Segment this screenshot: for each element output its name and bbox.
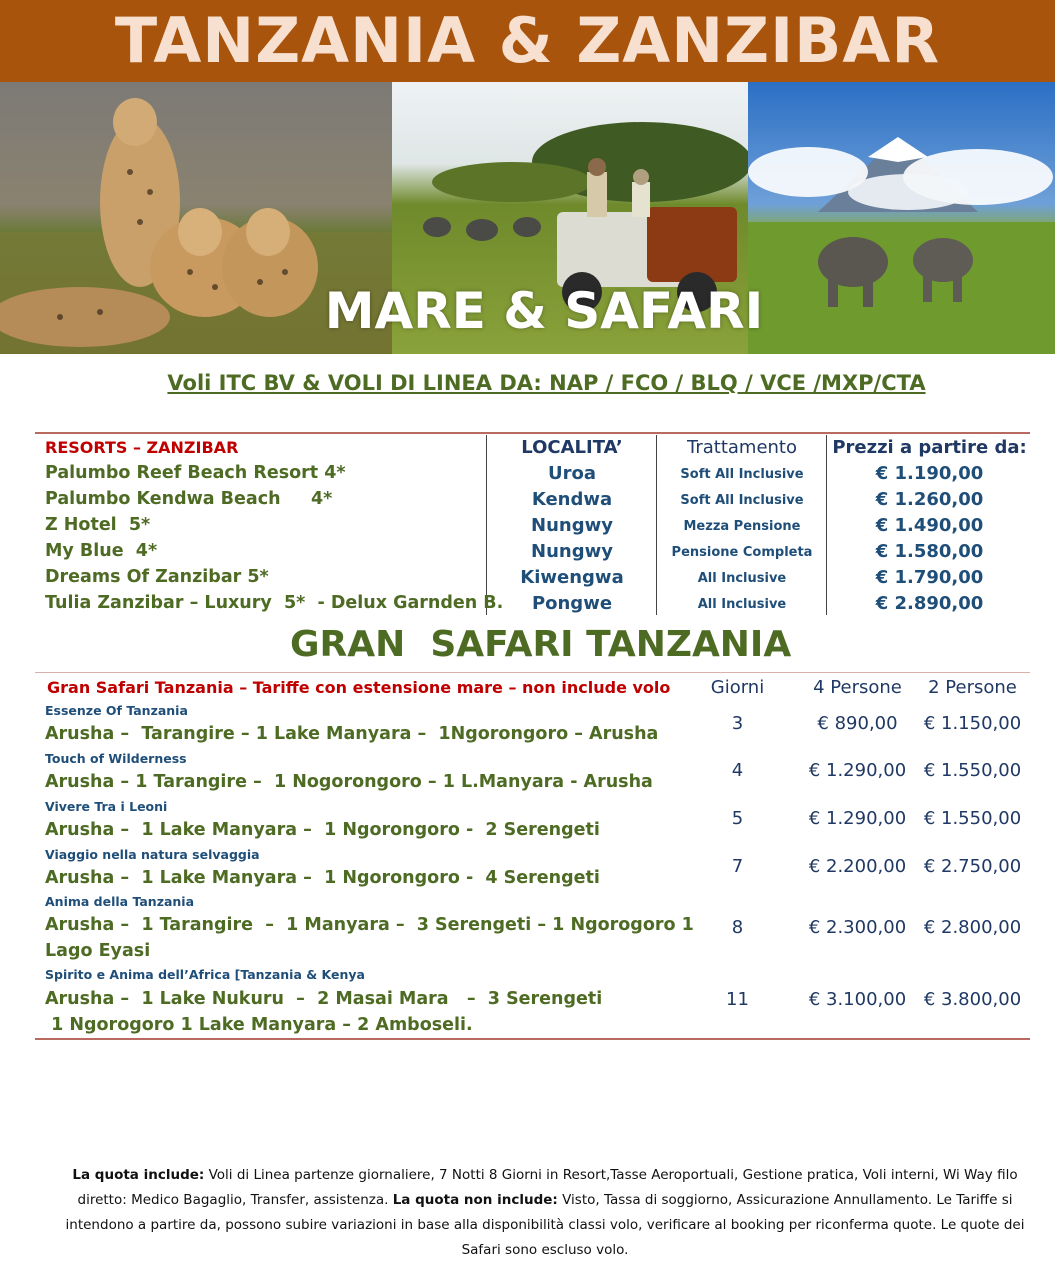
safari-package-name: Anima della Tanzania [45,894,195,909]
safari-price-2: € 1.550,00 [923,760,1022,781]
safari-price-4: € 1.290,00 [808,808,907,829]
resort-location: Pongwe [531,593,613,614]
safari-bottom-rule [35,1038,1030,1040]
safari-days: 11 [726,989,749,1010]
localita-header: LOCALITA’ [521,437,623,458]
include-text: Voli di Linea partenze giornaliere, 7 Notti 8 Giorni in Resort,Tasse Aeroportuali, Gestione pratica, Voli interni, Wi Way filo diretto: Medico Bagaglio, Transfer, assistenza. [77,1167,1018,1208]
resort-treatment: Soft All Inclusive [680,493,804,508]
safari-price-2: € 2.800,00 [923,917,1022,938]
resorts-top-rule [35,432,1030,434]
safari-days: 8 [731,917,744,938]
page-title: TANZANIA & ZANZIBAR [114,4,941,77]
safari-route: Arusha – 1 Lake Nukuru – 2 Masai Mara – 3 Serengeti [45,989,603,1009]
resort-name: My Blue 4* [45,541,158,561]
safari-price-2: € 3.800,00 [923,989,1022,1010]
resort-treatment: Mezza Pensione [683,519,801,534]
safari-price-4: € 1.290,00 [808,760,907,781]
resort-price: € 1.260,00 [875,489,984,510]
safari-price-2: € 1.150,00 [923,713,1022,734]
trattamento-header: Trattamento [686,437,797,458]
safari-price-4: € 2.300,00 [808,917,907,938]
resort-name: Z Hotel 5* [45,515,151,535]
safari-top-rule [35,672,1030,673]
resort-location: Nungwy [531,515,613,536]
resort-location: Uroa [547,463,596,484]
prezzi-header: Prezzi a partire da: [832,437,1027,458]
resort-treatment: Pensione Completa [671,545,813,560]
giorni-header: Giorni [710,677,765,698]
safari-route: Arusha – 1 Lake Manyara – 1 Ngorongoro - 4 Serengeti [45,868,600,888]
safari-price-4: € 890,00 [817,713,898,734]
safari-route-continued: Lago Eyasi [45,941,151,961]
resort-name: Tulia Zanzibar – Luxury 5* - Delux Garnden B. [45,593,504,613]
safari-route: Arusha – 1 Tarangire – 1 Manyara – 3 Serengeti – 1 Ngorogoro 1 [45,915,694,935]
resort-price: € 2.890,00 [875,593,984,614]
resort-price: € 1.190,00 [875,463,984,484]
safari-price-4: € 3.100,00 [808,989,907,1010]
4-persone-header: 4 Persone [813,677,902,698]
resort-name: Palumbo Kendwa Beach 4* [45,489,333,509]
photo-strip [0,82,1055,354]
safari-price-2: € 1.550,00 [923,808,1022,829]
flights-info: Voli ITC BV & VOLI DI LINEA DA: NAP / FCO / BLQ / VCE /MXP/CTA [167,371,926,395]
include-label: La quota include: [72,1167,205,1183]
safari-package-name: Viaggio nella natura selvaggia [45,847,260,862]
footer-notes [55,1163,1035,1263]
safari-route: Arusha – Tarangire – 1 Lake Manyara – 1Ngorongoro – Arusha [45,724,659,744]
resort-price: € 1.490,00 [875,515,984,536]
resort-location: Kiwengwa [520,567,624,588]
safari-days: 3 [731,713,744,734]
safari-price-4: € 2.200,00 [808,856,907,877]
safari-package-name: Vivere Tra i Leoni [45,799,168,814]
2-persone-header: 2 Persone [928,677,1017,698]
exclude-text: Visto, Tassa di soggiorno, Assicurazione Annullamento. Le Tariffe si intendono a partire da, possono subire variazioni in base alla disponibilità classi volo, verificare al booking per riconferma quote. Le quote dei Safari sono escluso volo. [65,1192,1025,1258]
exclude-label: La quota non include: [392,1192,558,1208]
resort-location: Nungwy [531,541,613,562]
resort-treatment: All Inclusive [697,597,787,612]
header-banner [0,0,1055,82]
photo-caption: MARE & SAFARI [324,282,764,340]
resort-treatment: All Inclusive [697,571,787,586]
safari-price-2: € 2.750,00 [923,856,1022,877]
safari-package-name: Essenze Of Tanzania [45,703,188,718]
resort-name: Palumbo Reef Beach Resort 4* [45,463,346,483]
resort-treatment: Soft All Inclusive [680,467,804,482]
safari-route-continued: 1 Ngorogoro 1 Lake Manyara – 2 Amboseli. [45,1015,473,1035]
safari-subtitle: Gran Safari Tanzania – Tariffe con estensione mare – non include volo [47,678,671,697]
safari-route: Arusha – 1 Lake Manyara – 1 Ngorongoro - 2 Serengeti [45,820,600,840]
safari-package-name: Spirito e Anima dell’Africa [Tanzania & Kenya [45,967,365,982]
safari-days: 7 [731,856,744,877]
safari-days: 5 [731,808,744,829]
safari-package-name: Touch of Wilderness [45,751,187,766]
safari-days: 4 [731,760,744,781]
resorts-header: RESORTS – ZANZIBAR [45,438,239,457]
safari-route: Arusha – 1 Tarangire – 1 Nogorongoro – 1 L.Manyara - Arusha [45,772,653,792]
safari-title: GRAN SAFARI TANZANIA [290,624,792,665]
resort-location: Kendwa [531,489,613,510]
resort-price: € 1.580,00 [875,541,984,562]
resort-price: € 1.790,00 [875,567,984,588]
resort-name: Dreams Of Zanzibar 5* [45,567,269,587]
